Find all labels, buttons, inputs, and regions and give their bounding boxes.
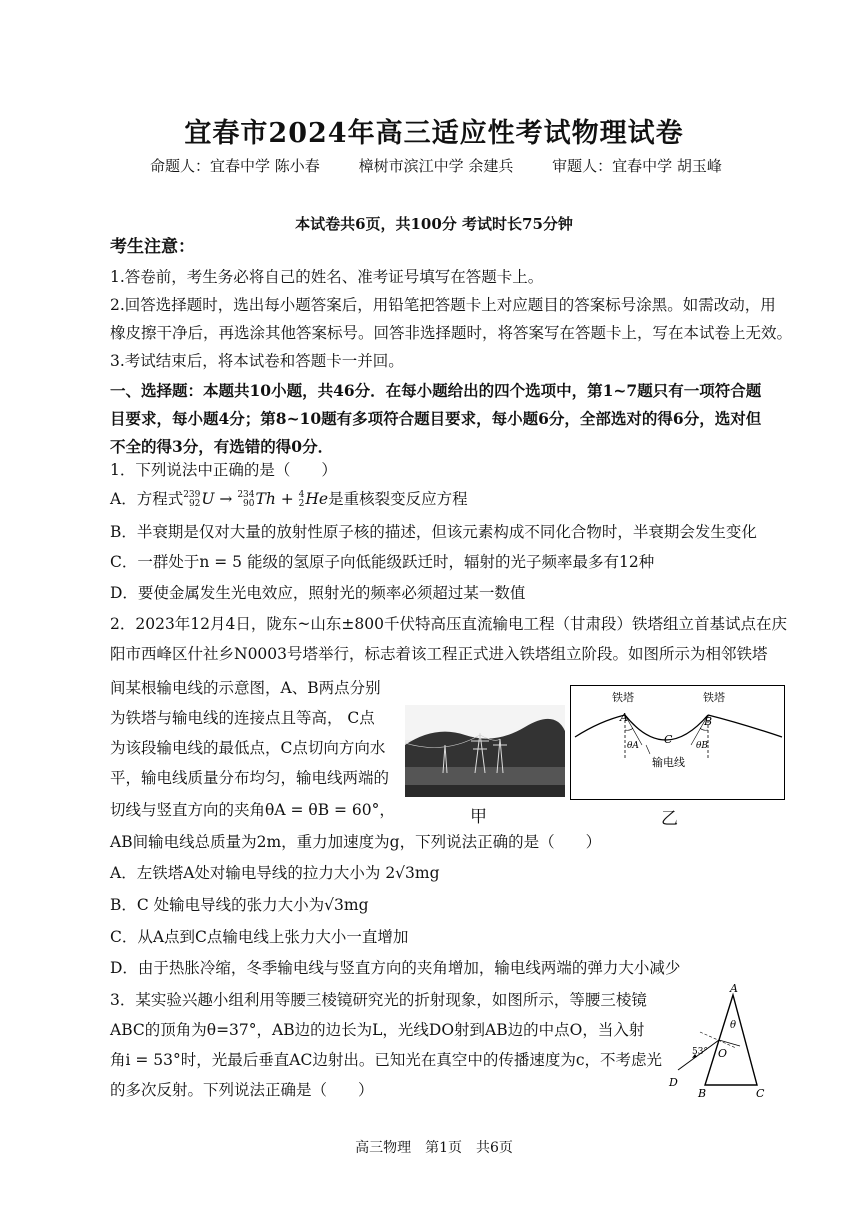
q2-option-d: D．由于热胀冷缩，冬季输电线与竖直方向的夹角增加，输电线两端的弹力大小减少 [110,959,681,977]
q1-a-suffix: 是重核裂变反应方程 [328,490,468,508]
page-footer: 高三物理 第1页 共6页 [355,1140,513,1156]
wire-label: 输电线 [652,756,685,769]
point-c-label: C [664,733,673,746]
u-symbol: U [201,490,215,508]
notice-item: 3.考试结束后，将本试卷和答题卡一并回。 [110,352,404,370]
th-symbol: Th [255,490,276,508]
u-nuclide-numbers [183,491,200,509]
wire-diagram [570,685,785,800]
q1-stem: 1．下列说法中正确的是（ ） [110,461,337,479]
q1-option-c: C．一群处于n = 5 能级的氢原子向低能级跃迁时，辐射的光子频率最多有12种 [110,553,655,571]
ray-origin-d: D [669,1076,678,1089]
th-atomic-number: 90 [243,499,255,509]
incident-angle-label: 53° [692,1047,708,1057]
u-mass-number: 239 [183,490,201,500]
prism-vertex-a: A [730,982,738,995]
notice-item: 橡皮擦干净后，再选涂其他答案标号。回答非选择题时，将答案写在答题卡上，写在本试卷上无效。 [110,324,793,342]
notice-item: 2.回答选择题时，选出每小题答案后，用铅笔把答题卡上对应题目的答案标号涂黑。如需改动，用 [110,296,776,314]
q2-line: 阳市西峰区什社乡N0003号塔举行，标志着该工程正式进入铁塔组立阶段。如图所示为相邻铁塔 [110,645,768,663]
page-title: 宜春市2024年高三适应性考试物理试卷 [184,118,684,149]
q1-option-a [110,488,468,510]
q3-line: 3．某实验兴趣小组利用等腰三棱镜研究光的折射现象，如图所示，等腰三棱镜 [110,991,647,1009]
prism-vertex-b: B [698,1087,707,1100]
plus-sign: + [275,490,299,508]
prism-vertex-c: C [756,1087,765,1100]
tower-photo [405,705,565,797]
q1-option-d: D．要使金属发生光电效应，照射光的频率必须超过某一数值 [110,584,526,602]
q2-option-a: A．左铁塔A处对输电导线的拉力大小为 2√3mg [110,864,440,882]
figure-label-yi: 乙 [661,809,678,829]
tower-right-label: 铁塔 [703,691,725,704]
authors-line [150,155,756,176]
q2-line: 切线与竖直方向的夹角θA = θB = 60°， [110,801,395,819]
q1-a-prefix: A．方程式 [110,490,184,508]
reaction-arrow: → [214,490,238,508]
figure-label-jia: 甲 [470,807,487,827]
he-atomic-number: 2 [298,499,305,509]
th-nuclide-numbers [237,491,254,509]
section-instruction: 一、选择题：本题共10小题，共46分．在每小题给出的四个选项中，第1~7题只有一项符合题 [110,381,762,400]
q2-line: 2．2023年12月4日，陇东~山东±800千伏特高压直流输电工程（甘肃段）铁塔组立首基试点在庆 [110,615,787,633]
theta-a-label: θA [627,741,639,751]
q2-line: 间某根输电线的示意图，A、B两点分别 [110,679,381,697]
reviewer: 审题人：宜春中学 胡玉峰 [552,157,722,175]
q2-option-c: C．从A点到C点输电线上张力大小一直增加 [110,928,409,946]
q3-line: 的多次反射。下列说法正确是（ ） [110,1081,374,1099]
q2-line: 平，输电线质量分布均匀，输电线两端的 [110,769,390,787]
author-2: 樟树市滨江中学 余建兵 [358,157,514,175]
he-mass-number: 4 [298,490,305,500]
tower-left-label: 铁塔 [612,691,634,704]
apex-angle-theta: θ [730,1020,737,1031]
q2-line: 为该段输电线的最低点，C点切向方向水 [110,739,386,757]
q2-line: AB间输电线总质量为2m，重力加速度为g，下列说法正确的是（ ） [110,833,602,851]
u-atomic-number: 92 [188,499,201,509]
prism-diagram [660,980,775,1105]
q3-line: ABC的顶角为θ=37°，AB边的边长为L，光线DO射到AB边的中点O，当入射 [110,1021,645,1039]
he-symbol: He [305,490,329,508]
he-nuclide-numbers [299,491,305,509]
q1-option-b: B．半衰期是仅对大量的放射性原子核的描述，但该元素构成不同化合物时，半衰期会发生变化 [110,523,757,541]
section-instruction: 不全的得3分，有选错的得0分． [110,437,334,456]
q2-option-b: B．C 处输电导线的张力大小为√3mg [110,896,369,914]
notice-heading: 考生注意： [110,237,195,257]
exam-info: 本试卷共6页，共100分 考试时长75分钟 [295,215,573,233]
theta-b-label: θB [696,741,709,751]
th-mass-number: 234 [237,490,255,500]
q2-line: 为铁塔与输电线的连接点且等高， C点 [110,709,375,727]
q3-line: 角i = 53°时，光最后垂直AC边射出。已知光在真空中的传播速度为c，不考虑光 [110,1051,663,1069]
point-b-label: B [704,715,713,728]
point-a-label: A [620,711,628,724]
notice-item: 1.答卷前，考生务必将自己的姓名、准考证号填写在答题卡上。 [110,268,544,286]
point-o: O [718,1047,728,1060]
author-1: 命题人：宜春中学 陈小春 [150,157,320,175]
section-instruction: 目要求，每小题4分；第8~10题有多项符合题目要求，每小题6分，全部选对的得6分，选对但 [110,409,762,428]
